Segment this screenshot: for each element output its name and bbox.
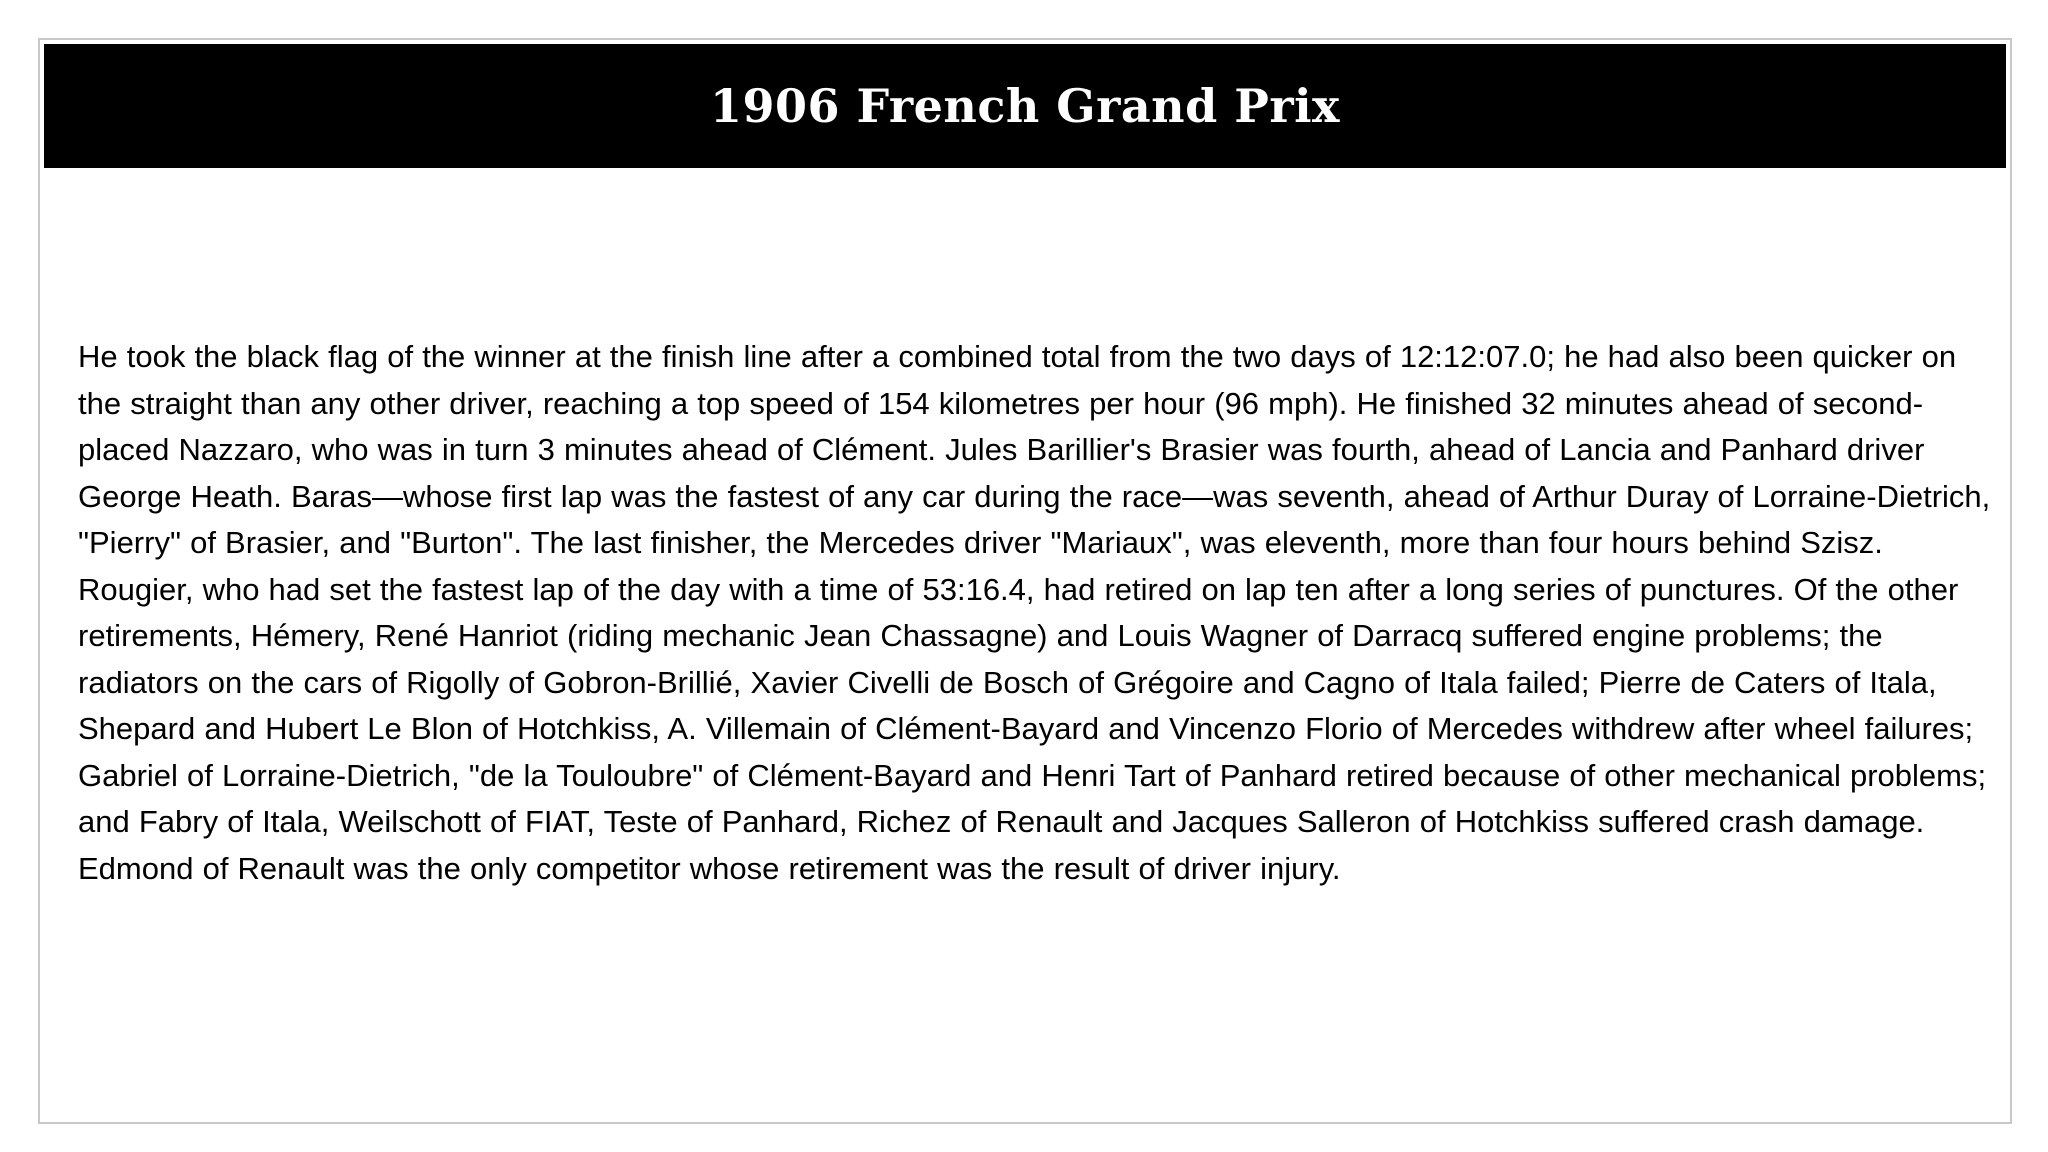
slide-body-text: He took the black flag of the winner at the finish line after a combined total from the two days of 12:12:07.0; he had also been quicker on the straight than any other driver, reaching a top speed of 154 kilometres per hour (96 mph). He finished 32 minutes ahead of second-placed Nazzaro, who was in turn 3 minutes ahead of Clément. Jules Barillier's Brasier was fourth, ahead of Lancia and Panhard driver George Heath. Baras—whose first lap was the fastest of any car during the race—was seventh, ahead of Arthur Duray of Lorraine-Dietrich, "Pierry" of Brasier, and "Burton". The last finisher, the Mercedes driver "Mariaux", was eleventh, more than four hours behind Szisz. Rougier, who had set the fastest lap of the day with a time of 53:16.4, had retired on lap ten after a long series of punctures. Of the other retirements, Hémery, René Hanriot (riding mechanic Jean Chassagne) and Louis Wagner of Darracq suffered engine problems; the radiators on the cars of Rigolly of Gobron-Brillié, Xavier Civelli de Bosch of Grégoire and Cagno of Itala failed; Pierre de Caters of Itala, Shepard and Hubert Le Blon of Hotchkiss, A. Villemain of Clément-Bayard and Vincenzo Florio of Mercedes withdrew after wheel failures; Gabriel of Lorraine-Dietrich, "de la Touloubre" of Clément-Bayard and Henri Tart of Panhard retired because of other mechanical problems; and Fabry of Itala, Weilschott of FIAT, Teste of Panhard, Richez of Renault and Jacques Salleron of Hotchkiss suffered crash damage. Edmond of Renault was the only competitor whose retirement was the result of driver injury.	[78, 339, 1991, 886]
slide-title: 1906 French Grand Prix	[710, 79, 1340, 133]
title-bar	[44, 44, 2006, 168]
slide	[38, 38, 2012, 1124]
